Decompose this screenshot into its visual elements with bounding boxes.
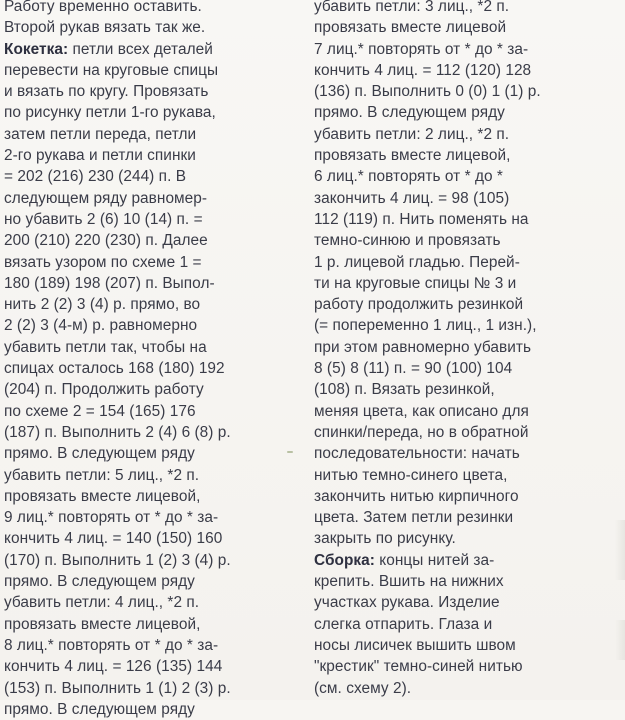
text-line: провязать вместе лицевой	[314, 19, 507, 37]
text-line: (см. схему 2).	[314, 679, 412, 697]
text-line: убавить петли: 3 лиц., *2 п.	[314, 0, 510, 15]
text-line: Работу временно оставить.	[4, 0, 202, 15]
text-line: работу продолжить резинкой	[314, 296, 524, 314]
text-line: 180 (189) 198 (207) п. Выпол-	[4, 274, 215, 292]
text-line: 200 (210) 220 (230) п. Далее	[4, 232, 208, 250]
text-line: провязать вместе лицевой,	[4, 487, 201, 505]
text-line: закончить нитью кирпичного	[314, 487, 519, 505]
text-line: кончить 4 лиц. = 126 (135) 144	[4, 658, 223, 676]
text-line: участках рукава. Изделие	[314, 594, 500, 612]
text-line: 7 лиц.* повторять от * до * за-	[314, 40, 529, 58]
text-line: носы лисичек вышить швом	[314, 636, 516, 654]
sborka-heading: Сборка:	[314, 551, 375, 569]
text-line: Второй рукав вязать так же.	[4, 19, 206, 37]
text-line: 8 лиц.* повторять от * до * за-	[4, 636, 219, 654]
text-line: (187) п. Выполнить 2 (4) 6 (8) р.	[4, 423, 231, 441]
page-edge-shadow	[615, 520, 625, 580]
text-line: кончить 4 лиц. = 112 (120) 128	[314, 61, 532, 79]
text-line: прямо. В следующем ряду	[314, 104, 505, 122]
text-line: по рисунку петли 1-го рукава,	[4, 104, 216, 122]
text-line: по схеме 2 = 154 (165) 176	[4, 402, 196, 420]
margin-dash-mark	[287, 451, 293, 453]
text-line: убавить петли так, чтобы на	[4, 338, 207, 356]
text-line: 2-го рукава и петли спинки	[4, 147, 196, 165]
sborka-heading-rest: концы нитей за-	[374, 551, 495, 569]
page-edge-shadow	[615, 620, 625, 660]
text-line: (= попеременно 1 лиц., 1 изн.),	[314, 317, 537, 335]
text-line: 6 лиц.* повторять от * до *	[314, 168, 503, 186]
text-line: закрыть по рисунку.	[314, 530, 456, 548]
text-line: (204) п. Продолжить работу	[4, 381, 204, 399]
text-line: убавить петли: 5 лиц., *2 п.	[4, 466, 200, 484]
text-line: 1 р. лицевой гладью. Перей-	[314, 253, 520, 271]
text-line: вязать узором по схеме 1 =	[4, 253, 202, 271]
text-line: прямо. В следующем ряду	[4, 700, 195, 718]
text-line: нитью темно-синего цвета,	[314, 466, 508, 484]
text-line: спинки/переда, но в обратной	[314, 423, 529, 441]
text-line: меняя цвета, как описано для	[314, 402, 529, 420]
text-line: убавить петли: 4 лиц., *2 п.	[4, 594, 200, 612]
kokety-heading: Кокетка:	[4, 40, 69, 58]
kokety-paragraph-start	[4, 39, 304, 60]
text-line: (153) п. Выполнить 1 (1) 2 (3) р.	[4, 679, 231, 697]
text-line: закончить 4 лиц. = 98 (105)	[314, 189, 510, 207]
text-line: цвета. Затем петли резинки	[314, 509, 514, 527]
text-line: и вязать по кругу. Провязать	[4, 83, 209, 101]
text-line: (170) п. Выполнить 1 (2) 3 (4) р.	[4, 551, 231, 569]
text-line: убавить петли: 2 лиц., *2 п.	[314, 125, 510, 143]
text-line: ти на круговые спицы № 3 и	[314, 274, 517, 292]
text-line: крепить. Вшить на нижних	[314, 573, 504, 591]
left-text-column	[4, 0, 304, 720]
text-line: (108) п. Вязать резинкой,	[314, 381, 495, 399]
text-line: перевести на круговые спицы	[4, 61, 219, 79]
text-line: 2 (2) 3 (4-м) р. равномерно	[4, 317, 198, 335]
text-line: = 202 (216) 230 (244) п. В	[4, 168, 187, 186]
text-line: кончить 4 лиц. = 140 (150) 160	[4, 530, 223, 548]
text-line: при этом равномерно убавить	[314, 338, 532, 356]
text-line: темно-синюю и провязать	[314, 232, 501, 250]
text-line: прямо. В следующем ряду	[4, 573, 195, 591]
text-line: 8 (5) 8 (11) п. = 90 (100) 104	[314, 360, 513, 378]
right-text-column	[314, 0, 614, 699]
text-line: (136) п. Выполнить 0 (0) 1 (1) р.	[314, 83, 541, 101]
sborka-paragraph-start	[314, 550, 614, 571]
text-line: "крестик" темно-синей нитью	[314, 658, 523, 676]
text-line: но убавить 2 (6) 10 (14) п. =	[4, 210, 203, 228]
kokety-heading-rest: петли всех деталей	[68, 40, 213, 58]
text-line: затем петли переда, петли	[4, 125, 197, 143]
text-line: 9 лиц.* повторять от * до * за-	[4, 509, 219, 527]
text-line: спицах осталось 168 (180) 192	[4, 360, 225, 378]
text-line: последовательности: начать	[314, 445, 520, 463]
text-line: нить 2 (2) 3 (4) р. прямо, во	[4, 296, 201, 314]
text-line: 112 (119) п. Нить поменять на	[314, 210, 529, 228]
text-line: слегка отпарить. Глаза и	[314, 615, 493, 633]
text-line: следующем ряду равномер-	[4, 189, 208, 207]
text-line: провязать вместе лицевой,	[314, 147, 511, 165]
text-line: провязать вместе лицевой,	[4, 615, 201, 633]
text-line: прямо. В следующем ряду	[4, 445, 195, 463]
